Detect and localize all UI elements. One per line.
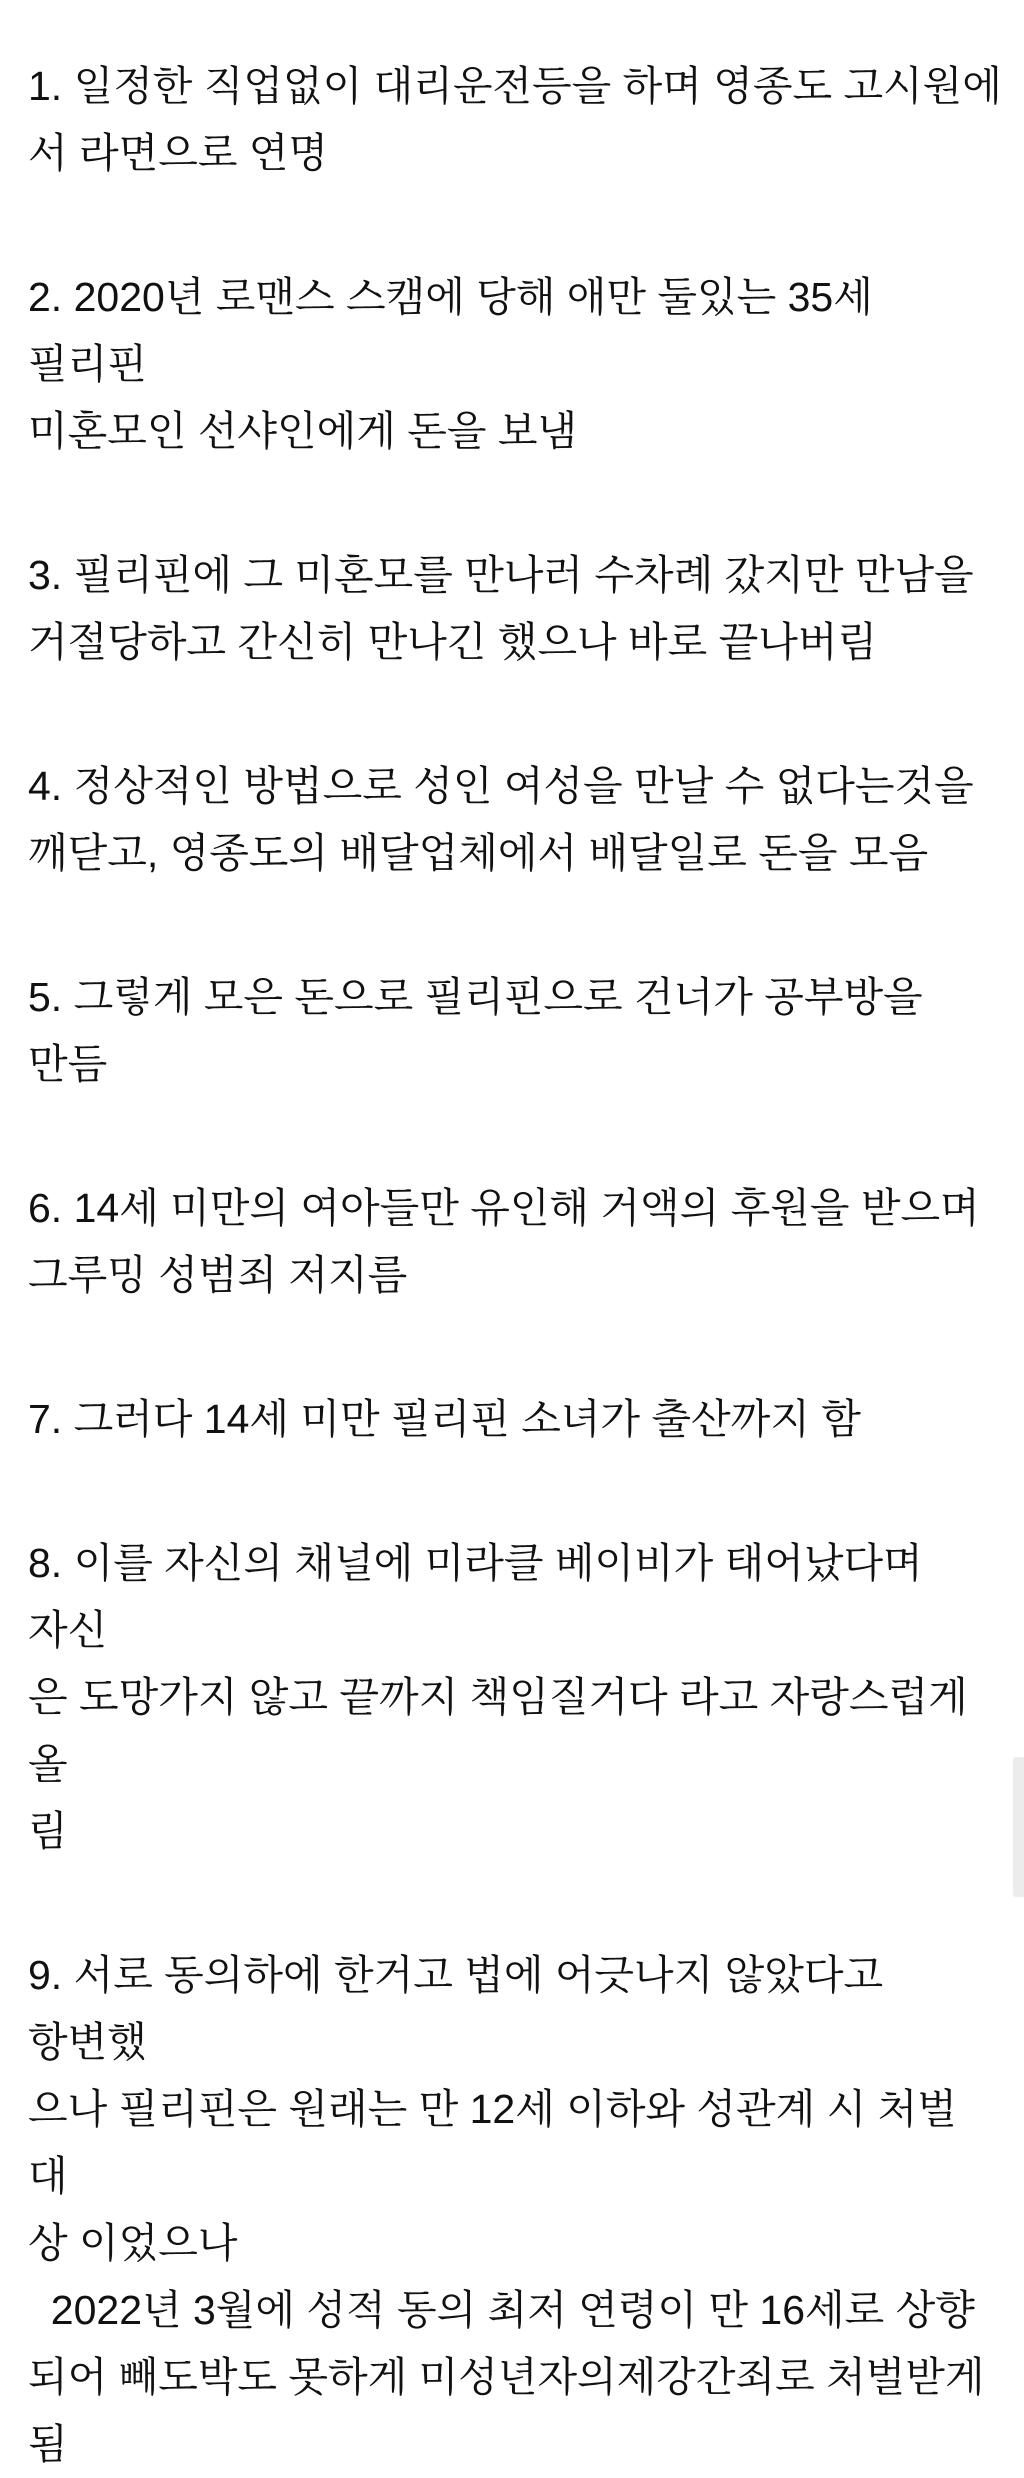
text-line: 으나 필리핀은 원래는 만 12세 이하와 성관계 시 처벌 대 [28, 2086, 969, 2199]
list-item-5 [28, 964, 1002, 1098]
text-line: 림 [28, 1808, 68, 1854]
list-item-9 [28, 1942, 1002, 2478]
text-line: 됨 [28, 2421, 68, 2467]
list-item-7 [28, 1386, 1002, 1453]
text-line: 거절당하고 간신히 만나긴 했으나 바로 끝나버림 [28, 619, 878, 665]
list-item-1 [28, 53, 1002, 187]
text-line: 되어 빼도박도 못하게 미성년자의제강간죄로 처벌받게 [28, 2354, 985, 2400]
text-line: 5. 그렇게 모은 돈으로 필리핀으로 건너가 공부방을 만듬 [28, 974, 935, 1087]
text-line: 깨닫고, 영종도의 배달업체에서 배달일로 돈을 모음 [28, 830, 929, 876]
text-line: 1. 일정한 직업없이 대리운전등을 하며 영종도 고시원에 [28, 63, 1002, 109]
text-line: 9. 서로 동의하에 한거고 법에 어긋나지 않았다고 항변했 [28, 1952, 895, 2065]
list-item-3 [28, 542, 1002, 676]
list-item-6 [28, 1175, 1002, 1309]
text-line: 4. 정상적인 방법으로 성인 여성을 만날 수 없다는것을 [28, 763, 974, 809]
text-line: 미혼모인 선샤인에게 돈을 보냄 [28, 408, 578, 454]
text-line: 8. 이를 자신의 채널에 미라클 베이비가 태어났다며 자신 [28, 1540, 935, 1653]
list-item-4 [28, 753, 1002, 887]
list-item-2 [28, 264, 1002, 465]
text-line: 7. 그러다 14세 미만 필리핀 소녀가 출산까지 함 [28, 1396, 861, 1442]
scrollbar-thumb[interactable] [1013, 1757, 1024, 1897]
text-line: 2. 2020년 로맨스 스캠에 당해 애만 둘있는 35세 필리핀 [28, 274, 885, 387]
text-line: 서 라면으로 연명 [28, 130, 329, 176]
text-line: 상 이었으나 [28, 2220, 238, 2266]
text-line: 그루밍 성범죄 저지름 [28, 1252, 408, 1298]
list-item-8 [28, 1530, 1002, 1865]
text-line: 3. 필리핀에 그 미혼모를 만나러 수차례 갔지만 만남을 [28, 552, 974, 598]
text-line: 은 도망가지 않고 끝까지 책임질거다 라고 자랑스럽게 올 [28, 1674, 980, 1787]
text-line: 6. 14세 미만의 여아들만 유인해 거액의 후원을 받으며 [28, 1185, 980, 1231]
text-line: 2022년 3월에 성적 동의 최저 연령이 만 16세로 상향 [28, 2287, 975, 2333]
